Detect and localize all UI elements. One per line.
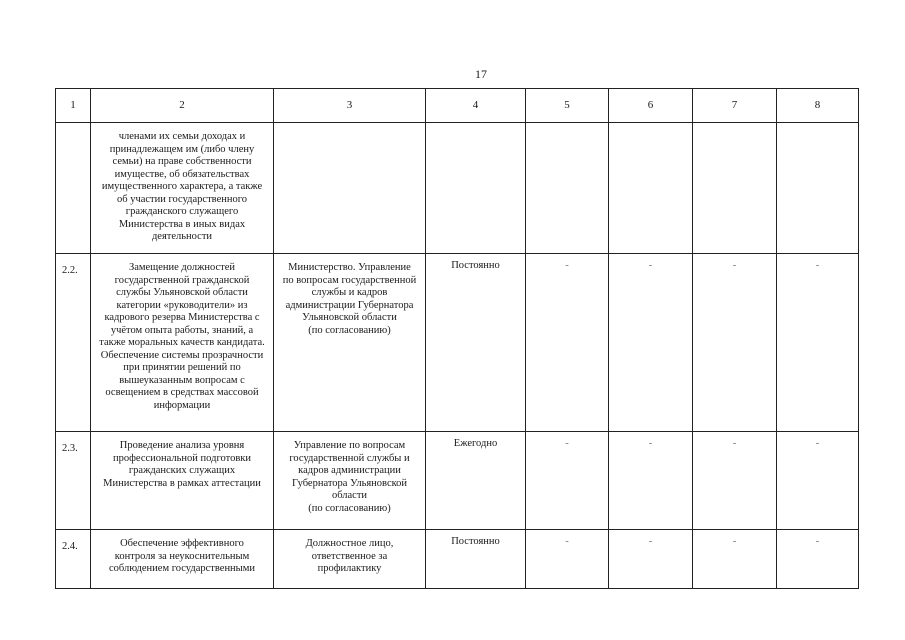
col6-cell: - bbox=[648, 260, 653, 271]
responsible-cell: Должностное лицо, ответственное за профилактику bbox=[274, 530, 426, 589]
column-header-5: 5 bbox=[526, 89, 609, 123]
page-number: 17 bbox=[475, 67, 487, 81]
table-row bbox=[56, 432, 859, 530]
measures-table bbox=[55, 88, 859, 589]
col5-cell: - bbox=[565, 438, 569, 449]
col5-cell bbox=[526, 123, 609, 254]
column-header-2: 2 bbox=[91, 89, 274, 123]
table-row bbox=[56, 530, 859, 589]
col8-cell: - bbox=[815, 438, 820, 449]
column-header-1: 1 bbox=[56, 89, 91, 123]
column-header-7: 7 bbox=[693, 89, 777, 123]
responsible-cell bbox=[274, 123, 426, 254]
column-header-8: 8 bbox=[777, 89, 859, 123]
table-row bbox=[56, 123, 859, 254]
col5-cell: - bbox=[565, 536, 569, 547]
col8-cell: - bbox=[815, 536, 820, 547]
col5-cell: - bbox=[565, 260, 569, 271]
term-cell: Постоянно bbox=[426, 254, 526, 432]
row-number: 2.4. bbox=[56, 530, 91, 589]
col7-cell: - bbox=[732, 536, 737, 547]
responsible-cell: Министерство. Управление по вопросам государственной службы и кадров администрации Губернатора Ульяновской области (по согласованию) bbox=[274, 254, 426, 432]
table-row bbox=[56, 254, 859, 432]
term-cell: Ежегодно bbox=[426, 432, 526, 530]
row-number: 2.3. bbox=[56, 432, 91, 530]
measure-cell: членами их семьи доходах и принадлежащем им (либо члену семьи) на праве собственности имуществе, об обязательствах имущественного характера, а также об участии государственного гражданского служащего Министерства в иных видах деятельности bbox=[91, 123, 274, 254]
col8-cell: - bbox=[815, 260, 820, 271]
measure-cell: Замещение должностей государственной гражданской службы Ульяновской области категории «руководители» из кадрового резерва Министерства с учётом опыта работы, знаний, а также моральных качеств кандидата. Обеспечение системы прозрачности при принятии решений по вышеуказанным вопросам с освещением в средствах массовой информации bbox=[91, 254, 274, 432]
column-header-3: 3 bbox=[274, 89, 426, 123]
col7-cell bbox=[693, 123, 777, 254]
term-cell bbox=[426, 123, 526, 254]
responsible-cell: Управление по вопросам государственной службы и кадров администрации Губернатора Ульяновской области (по согласованию) bbox=[274, 432, 426, 530]
col6-cell: - bbox=[648, 438, 653, 449]
measure-cell: Проведение анализа уровня профессиональной подготовки гражданских служащих Министерства в рамках аттестации bbox=[91, 432, 274, 530]
term-cell: Постоянно bbox=[426, 530, 526, 589]
row-number: 2.2. bbox=[56, 254, 91, 432]
col8-cell bbox=[777, 123, 859, 254]
header-row bbox=[56, 89, 859, 123]
row-number bbox=[56, 123, 91, 254]
measure-cell: Обеспечение эффективного контроля за неукоснительным соблюдением государственными bbox=[91, 530, 274, 589]
column-header-4: 4 bbox=[426, 89, 526, 123]
col7-cell: - bbox=[732, 260, 737, 271]
col6-cell: - bbox=[648, 536, 653, 547]
col6-cell bbox=[609, 123, 693, 254]
column-header-6: 6 bbox=[609, 89, 693, 123]
col7-cell: - bbox=[732, 438, 737, 449]
